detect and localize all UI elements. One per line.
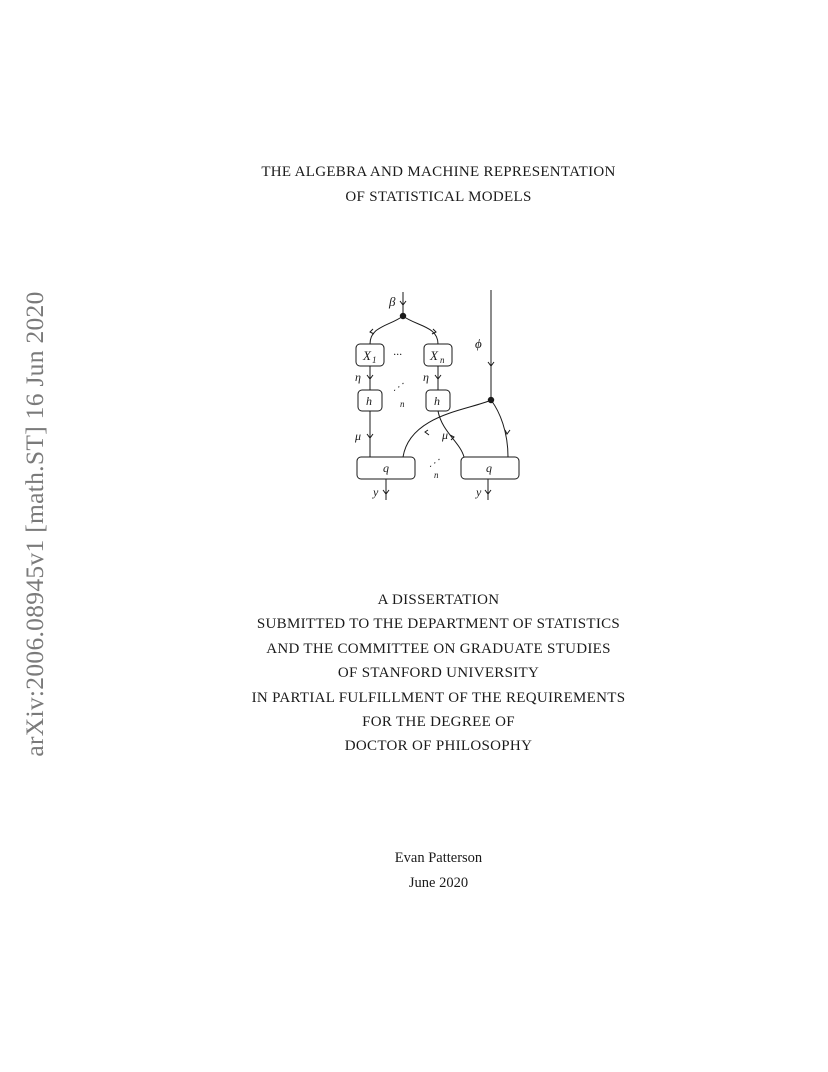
h-dots: ⋰	[393, 382, 403, 393]
q-left-label: q	[383, 461, 389, 475]
title-line-1: THE ALGEBRA AND MACHINE REPRESENTATION	[261, 164, 616, 180]
dissertation-statement	[0, 588, 828, 759]
statement-line: AND THE COMMITTEE ON GRADUATE STUDIES	[266, 640, 611, 657]
x1-label: X	[363, 348, 371, 363]
xn-label: X	[430, 348, 438, 363]
arrowhead	[425, 430, 429, 435]
x-dots: ···	[393, 347, 402, 361]
dissertation-title	[0, 160, 828, 210]
beta-label: β	[389, 294, 396, 309]
statement-line: DOCTOR OF PHILOSOPHY	[344, 738, 533, 755]
author-name: Evan Patterson	[394, 850, 483, 866]
h-n-label: n	[400, 399, 405, 409]
statement-line: A DISSERTATION	[377, 592, 500, 608]
arrowhead	[370, 329, 374, 334]
title-line-2: OF STATISTICAL MODELS	[345, 189, 532, 205]
h-right-label: h	[434, 394, 440, 408]
x1-subscript: 1	[372, 355, 377, 365]
arxiv-identifier-text: arXiv:2006.08945v1 [math.ST] 16 Jun 2020	[20, 291, 49, 757]
string-diagram	[330, 282, 530, 507]
q-right-label: q	[486, 461, 492, 475]
statement-line: OF STANFORD UNIVERSITY	[337, 665, 540, 682]
publication-date: June 2020	[408, 874, 469, 891]
mu-left-label: μ	[355, 429, 362, 443]
q-dots: ⋰	[429, 458, 439, 469]
eta-right-label: η	[423, 370, 429, 384]
statement-line: SUBMITTED TO THE DEPARTMENT OF STATISTICS	[256, 616, 621, 633]
copy-node-beta	[400, 313, 406, 319]
phi-right-wire	[491, 400, 508, 457]
y-right-label: y	[476, 485, 482, 499]
split-right-wire	[403, 316, 438, 344]
mu-right-label: μ	[442, 428, 449, 442]
xn-box	[424, 344, 452, 366]
q-n-label: n	[434, 470, 439, 480]
h-left-label: h	[366, 394, 372, 408]
author-block	[0, 846, 828, 895]
eta-left-label: η	[355, 370, 361, 384]
split-left-wire	[370, 316, 403, 344]
statement-line: IN PARTIAL FULFILLMENT OF THE REQUIREMENTS	[251, 689, 626, 706]
copy-node-phi	[488, 397, 494, 403]
y-left-label: y	[373, 485, 379, 499]
phi-label: ϕ	[475, 336, 482, 351]
xn-subscript: n	[440, 355, 445, 365]
statement-line: FOR THE DEGREE OF	[362, 714, 515, 731]
